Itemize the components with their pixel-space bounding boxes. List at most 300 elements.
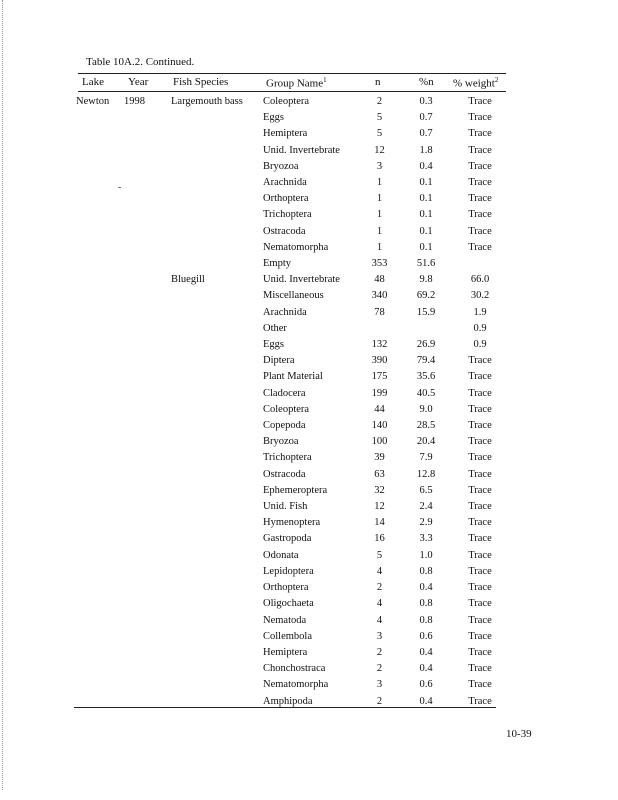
cell-pct-weight: 1.9 [473,306,487,318]
cell-pct-n: 0.4 [419,160,433,172]
cell-group-name: Oligochaeta [263,598,314,610]
cell-pct-weight: Trace [468,436,492,448]
cell-pct-n: 9.0 [419,403,433,415]
table-row [76,240,507,256]
cell-pct-weight: Trace [468,598,492,610]
cell-lake [76,402,124,418]
cell-pct-n: 3.3 [419,533,433,545]
cell-lake [76,321,124,337]
cell-n: 39 [374,452,385,464]
diet-table [76,94,507,710]
cell-pct-n: 6.5 [419,484,433,496]
cell-n: 63 [374,468,385,480]
table-row [76,548,507,564]
table-row [76,159,507,175]
cell-n: 2 [376,646,383,658]
cell-group-name: Collembola [263,630,312,642]
cell-year [124,369,171,385]
cell-pct-weight: 66.0 [470,274,490,286]
cell-fish-species [171,126,263,142]
cell-n: 12 [374,144,385,156]
cell-year [124,321,171,337]
cell-pct-weight: Trace [468,646,492,658]
cell-group-name: Empty [263,258,291,270]
header-group-footnote: 1 [323,76,327,84]
cell-fish-species [171,450,263,466]
cell-n: 4 [376,598,383,610]
cell-group-name: Diptera [263,355,295,367]
cell-n: 199 [371,387,388,399]
cell-pct-weight: Trace [468,501,492,513]
cell-group-name: Nematomorpha [263,679,329,691]
cell-lake [76,126,124,142]
table-row [76,369,507,385]
cell-year [124,175,171,191]
cell-group-name: Unid. Fish [263,501,308,513]
cell-year [124,531,171,547]
cell-fish-species [171,418,263,434]
cell-n: 4 [376,565,383,577]
cell-lake [76,677,124,693]
cell-year [124,450,171,466]
table-row [76,272,507,288]
cell-pct-n: 0.1 [419,241,433,253]
cell-pct-weight: Trace [468,144,492,156]
cell-fish-species [171,191,263,207]
cell-n: 1 [376,241,383,253]
header-pct-weight [453,76,498,90]
header-weight-footnote: 2 [494,76,499,84]
cell-pct-weight: Trace [468,225,492,237]
cell-lake [76,613,124,629]
header-year: Year [128,76,149,88]
cell-pct-weight: Trace [468,403,492,415]
cell-lake [76,369,124,385]
cell-n: 140 [371,420,388,432]
cell-group-name: Other [263,322,287,334]
cell-pct-weight: 0.9 [473,339,487,351]
cell-group-name: Coleoptera [263,403,310,415]
cell-group-name: Orthoptera [263,193,309,205]
cell-group-name: Nematomorpha [263,241,329,253]
cell-year [124,515,171,531]
table-row [76,499,507,515]
table-row [76,126,507,142]
cell-n: 4 [376,614,383,626]
cell-fish-species [171,661,263,677]
header-group-name [266,76,327,90]
table-caption: Table 10A.2. Continued. [86,56,195,68]
cell-lake [76,548,124,564]
cell-pct-weight: Trace [468,241,492,253]
cell-group-name: Bryozoa [263,160,299,172]
cell-fish-species [171,337,263,353]
cell-n: 1 [376,225,383,237]
cell-pct-weight: Trace [468,517,492,529]
cell-fish-species [171,288,263,304]
table-row [76,450,507,466]
cell-lake [76,288,124,304]
cell-pct-n: 1.8 [419,144,433,156]
cell-lake [76,467,124,483]
cell-year [124,483,171,499]
cell-pct-n: 0.7 [419,112,433,124]
cell-pct-weight: Trace [468,679,492,691]
cell-lake [76,240,124,256]
cell-pct-n: 0.1 [419,209,433,221]
cell-year [124,613,171,629]
header-n: n [375,76,381,88]
cell-pct-n: 35.6 [416,371,436,383]
cell-pct-n: 0.4 [419,695,433,707]
cell-pct-weight: Trace [468,695,492,707]
cell-group-name: Orthoptera [263,582,309,594]
cell-lake [76,337,124,353]
cell-year [124,386,171,402]
cell-pct-weight: Trace [468,355,492,367]
cell-lake [76,224,124,240]
table-row [76,434,507,450]
cell-n: 1 [376,177,383,189]
table-row [76,305,507,321]
cell-pct-n: 0.1 [419,177,433,189]
table-row [76,661,507,677]
table-row [76,386,507,402]
table-row [76,483,507,499]
cell-fish-species [171,564,263,580]
cell-pct-n: 40.5 [416,387,436,399]
table-bottom-rule [74,707,496,708]
cell-lake [76,191,124,207]
table-row [76,110,507,126]
cell-pct-weight: Trace [468,387,492,399]
cell-pct-n: 51.6 [416,258,436,270]
cell-fish-species [171,175,263,191]
cell-pct-weight: Trace [468,177,492,189]
header-lake: Lake [82,76,104,88]
table-row [76,207,507,223]
cell-fish-species [171,224,263,240]
cell-year [124,467,171,483]
cell-n: 390 [371,355,388,367]
cell-year [124,143,171,159]
cell-n: 353 [371,258,388,270]
cell-pct-weight: Trace [468,549,492,561]
cell-fish-species [171,531,263,547]
cell-group-name: Miscellaneous [263,290,324,302]
cell-group-name: Chonchostraca [263,663,326,675]
cell-fish-species [171,321,263,337]
cell-group-name: Coleoptera [263,96,310,107]
table-row [76,321,507,337]
cell-lake [76,596,124,612]
cell-pct-weight: Trace [468,630,492,642]
cell-year [124,629,171,645]
cell-group-name: Hemiptera [263,646,308,658]
cell-group-name: Plant Material [263,371,323,383]
cell-pct-n: 7.9 [419,452,433,464]
cell-pct-n: 0.4 [419,663,433,675]
cell-pct-weight: 0.9 [473,322,487,334]
cell-year [124,580,171,596]
table-row [76,256,507,272]
cell-group-name: Bryozoa [263,436,299,448]
cell-year [124,645,171,661]
table-row [76,175,507,191]
cell-n: 3 [376,679,383,691]
cell-group-name: Copepoda [263,420,306,432]
cell-group-name: Gastropoda [263,533,312,545]
cell-group-name: Eggs [263,339,284,351]
cell-group-name: Unid. Invertebrate [263,144,340,156]
cell-group-name: Arachnida [263,177,307,189]
header-pct-weight-text: % weight [453,77,495,90]
margin-tick [118,187,121,188]
cell-fish-species [171,499,263,515]
cell-fish-species [171,596,263,612]
cell-year [124,402,171,418]
header-group-name-text: Group Name [266,77,324,90]
cell-n [360,321,399,337]
cell-pct-weight: Trace [468,452,492,464]
cell-n: 12 [374,501,385,513]
cell-year [124,596,171,612]
cell-year [124,677,171,693]
table-row [76,94,507,110]
cell-pct-n: 2.9 [419,517,433,529]
cell-year [124,224,171,240]
cell-lake [76,272,124,288]
cell-fish-species: Largemouth bass [171,96,243,107]
cell-n: 14 [374,517,385,529]
cell-n: 3 [376,630,383,642]
cell-n: 1 [376,209,383,221]
cell-pct-n: 0.4 [419,582,433,594]
cell-fish-species [171,305,263,321]
cell-pct-n: 12.8 [416,468,436,480]
cell-fish-species [171,110,263,126]
cell-pct-n: 69.2 [416,290,436,302]
cell-lake [76,159,124,175]
cell-fish-species [171,240,263,256]
cell-group-name: Hemiptera [263,128,308,140]
cell-pct-n: 0.6 [419,679,433,691]
header-pct-n: %n [419,76,434,88]
cell-group-name: Eggs [263,112,284,124]
cell-lake [76,515,124,531]
header-fish-species: Fish Species [173,76,229,88]
table-row [76,564,507,580]
cell-lake [76,483,124,499]
cell-year [124,548,171,564]
cell-group-name: Amphipoda [263,695,313,707]
cell-fish-species [171,515,263,531]
cell-pct-weight: Trace [468,582,492,594]
cell-fish-species [171,467,263,483]
cell-pct-n: 28.5 [416,420,436,432]
cell-year [124,434,171,450]
cell-n: 175 [371,371,388,383]
cell-fish-species [171,143,263,159]
cell-pct-n: 0.4 [419,646,433,658]
cell-pct-n: 0.7 [419,128,433,140]
cell-pct-weight: Trace [468,96,492,107]
cell-pct-weight: Trace [468,533,492,545]
cell-lake [76,580,124,596]
cell-fish-species [171,353,263,369]
cell-fish-species: Bluegill [171,274,205,286]
cell-year [124,288,171,304]
cell-fish-species [171,256,263,272]
cell-pct-weight: Trace [468,112,492,124]
cell-pct-weight: Trace [468,128,492,140]
scan-margin-artifact [2,0,9,790]
cell-pct-n: 26.9 [416,339,436,351]
cell-n: 3 [376,160,383,172]
cell-pct-n: 2.4 [419,501,433,513]
cell-year [124,256,171,272]
cell-year [124,191,171,207]
table-row [76,224,507,240]
cell-group-name: Trichoptera [263,452,312,464]
cell-year [124,207,171,223]
cell-lake [76,531,124,547]
cell-lake [76,353,124,369]
cell-year [124,272,171,288]
cell-fish-species [171,629,263,645]
cell-n: 5 [376,549,383,561]
table-row [76,596,507,612]
cell-n: 16 [374,533,385,545]
cell-year [124,240,171,256]
cell-pct-weight: Trace [468,614,492,626]
cell-n: 2 [376,582,383,594]
cell-pct-n: 1.0 [419,549,433,561]
table-row [76,580,507,596]
table-row [76,418,507,434]
cell-fish-species [171,207,263,223]
cell-pct-n [399,321,453,337]
cell-year [124,159,171,175]
cell-lake: Newton [76,96,110,107]
cell-group-name: Ostracoda [263,225,306,237]
cell-group-name: Nematoda [263,614,307,626]
cell-n: 340 [371,290,388,302]
cell-pct-n: 0.8 [419,614,433,626]
table-row [76,402,507,418]
table-row [76,143,507,159]
cell-fish-species [171,548,263,564]
cell-pct-weight: Trace [468,371,492,383]
cell-fish-species [171,159,263,175]
cell-lake [76,386,124,402]
cell-year [124,337,171,353]
cell-n: 5 [376,128,383,140]
cell-year [124,110,171,126]
cell-lake [76,661,124,677]
table-row [76,337,507,353]
cell-fish-species [171,677,263,693]
cell-lake [76,450,124,466]
table-row [76,629,507,645]
cell-n: 100 [371,436,388,448]
cell-lake [76,256,124,272]
cell-group-name: Ephemeroptera [263,484,328,496]
cell-pct-n: 79.4 [416,355,436,367]
cell-group-name: Odonata [263,549,299,561]
cell-n: 2 [376,663,383,675]
cell-pct-n: 0.1 [419,225,433,237]
cell-n: 2 [376,695,383,707]
cell-year [124,353,171,369]
cell-pct-weight: Trace [468,468,492,480]
cell-year [124,418,171,434]
cell-fish-species [171,386,263,402]
table-row [76,677,507,693]
cell-group-name: Hymenoptera [263,517,321,529]
cell-n: 5 [376,112,383,124]
cell-group-name: Lepidoptera [263,565,314,577]
cell-pct-weight: Trace [468,484,492,496]
cell-pct-n: 0.3 [419,96,433,107]
cell-pct-weight: Trace [468,420,492,432]
cell-year [124,305,171,321]
cell-pct-n: 20.4 [416,436,436,448]
table-top-rule [78,73,506,74]
cell-lake [76,418,124,434]
cell-lake [76,564,124,580]
cell-pct-weight: Trace [468,209,492,221]
cell-fish-species [171,645,263,661]
table-row [76,353,507,369]
cell-n: 132 [371,339,388,351]
cell-group-name: Ostracoda [263,468,306,480]
cell-year [124,499,171,515]
cell-group-name: Trichoptera [263,209,312,221]
cell-group-name: Unid. Invertebrate [263,274,340,286]
cell-lake [76,305,124,321]
cell-lake [76,143,124,159]
cell-lake [76,499,124,515]
cell-year: 1998 [124,96,145,107]
cell-lake [76,175,124,191]
table-row [76,645,507,661]
cell-lake [76,207,124,223]
cell-pct-n: 0.6 [419,630,433,642]
cell-year [124,126,171,142]
cell-n: 2 [376,96,383,107]
table-row [76,531,507,547]
cell-pct-n: 0.1 [419,193,433,205]
cell-pct-n: 0.8 [419,565,433,577]
cell-group-name: Cladocera [263,387,306,399]
cell-fish-species [171,580,263,596]
cell-fish-species [171,369,263,385]
cell-fish-species [171,434,263,450]
cell-pct-weight [453,256,507,272]
table-row [76,191,507,207]
cell-pct-weight: Trace [468,565,492,577]
cell-pct-n: 9.8 [419,274,433,286]
table-row [76,467,507,483]
cell-n: 1 [376,193,383,205]
cell-n: 48 [374,274,385,286]
cell-lake [76,434,124,450]
cell-lake [76,629,124,645]
table-row [76,515,507,531]
cell-fish-species [171,483,263,499]
cell-group-name: Arachnida [263,306,307,318]
